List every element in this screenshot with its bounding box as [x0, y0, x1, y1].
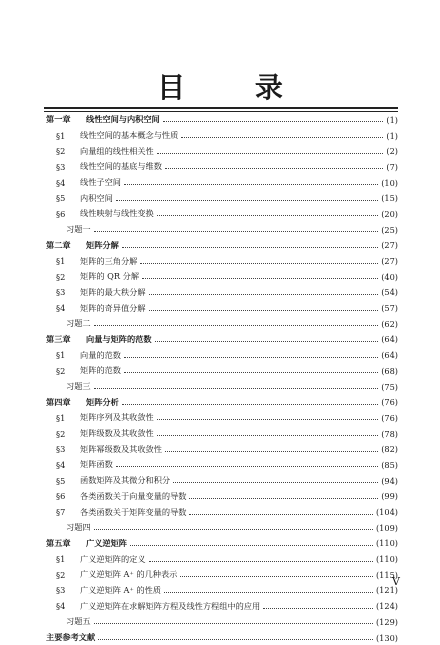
toc-entry-number: §5	[56, 193, 66, 204]
toc-entry-page: (109)	[375, 522, 398, 533]
toc-entry-number: §1	[56, 256, 66, 267]
toc-entry-label	[46, 381, 91, 392]
dot-leader	[263, 608, 373, 609]
toc-entry-label	[46, 161, 162, 172]
toc-entry-number: §1	[56, 350, 66, 361]
toc-entry-title: 习题三	[66, 381, 91, 392]
dot-leader	[94, 623, 373, 624]
toc-entry-label	[46, 287, 146, 298]
toc-entry-label	[46, 224, 91, 235]
toc-entry-exercise	[46, 316, 398, 332]
dot-leader	[94, 388, 379, 389]
toc-entry-title: 习题五	[66, 616, 91, 627]
toc-entry-page: (64)	[381, 334, 398, 345]
toc-entry-number: §2	[56, 428, 66, 439]
toc-entry-page: (129)	[375, 616, 398, 627]
toc-entry-title: 向量的范数	[80, 349, 121, 360]
toc-entry-number: §3	[56, 287, 66, 298]
dot-leader	[124, 357, 378, 358]
title-rule-thick	[44, 107, 398, 109]
toc-entry-section	[46, 285, 398, 301]
toc-entry-title: 矩阵分解	[86, 239, 119, 250]
toc-entry-number: §3	[56, 444, 66, 455]
toc-entry-label	[46, 334, 152, 345]
table-of-contents	[46, 112, 398, 645]
toc-entry-label	[46, 193, 113, 204]
toc-entry-title: 广义逆矩阵的定义	[80, 553, 146, 564]
toc-entry-chapter	[46, 332, 398, 348]
toc-entry-label	[46, 271, 139, 282]
toc-entry-title: 矩阵幂级数及其收敛性	[80, 443, 162, 454]
toc-entry-number: §1	[56, 130, 66, 141]
toc-entry-page: (15)	[381, 193, 398, 204]
toc-entry-page: (54)	[381, 287, 398, 298]
toc-entry-label	[46, 601, 260, 612]
dot-leader	[124, 372, 378, 373]
page-folio: V	[392, 575, 400, 588]
toc-entry-bib	[46, 630, 398, 645]
toc-entry-label	[46, 491, 186, 502]
toc-entry-number: §4	[56, 459, 66, 470]
toc-entry-title: 矩阵分析	[86, 396, 119, 407]
toc-entry-section	[46, 567, 398, 583]
toc-entry-title: 广义逆矩阵	[86, 537, 127, 548]
toc-entry-section	[46, 159, 398, 175]
dot-leader	[140, 263, 378, 264]
toc-entry-section	[46, 598, 398, 614]
toc-entry-number: 第二章	[46, 239, 71, 250]
page-title: 目 录	[157, 71, 313, 104]
toc-entry-label	[46, 616, 91, 627]
toc-entry-title: 广义逆矩阵 A⁺ 的几种表示	[80, 569, 178, 580]
toc-entry-section	[46, 206, 398, 222]
toc-entry-page: (64)	[381, 350, 398, 361]
toc-entry-label	[46, 256, 137, 267]
toc-entry-number: §5	[56, 475, 66, 486]
toc-entry-exercise	[46, 520, 398, 536]
toc-entry-section	[46, 190, 398, 206]
toc-entry-number: 第四章	[46, 396, 71, 407]
dot-leader	[164, 592, 373, 593]
toc-entry-number: §3	[56, 585, 66, 596]
dot-leader	[142, 278, 378, 279]
toc-entry-number: §2	[56, 146, 66, 157]
toc-entry-label	[46, 397, 119, 408]
toc-entry-chapter	[46, 536, 398, 552]
toc-entry-section	[46, 551, 398, 567]
dot-leader	[189, 514, 373, 515]
toc-entry-title: 向量与矩阵的范数	[86, 333, 152, 344]
toc-entry-page: (1)	[386, 114, 398, 125]
toc-entry-label	[46, 318, 91, 329]
dot-leader	[149, 294, 379, 295]
toc-entry-page: (10)	[381, 177, 398, 188]
toc-entry-page: (110)	[375, 554, 398, 565]
toc-entry-label	[46, 444, 162, 455]
toc-entry-exercise	[46, 222, 398, 238]
toc-entry-section	[46, 489, 398, 505]
dot-leader	[149, 561, 373, 562]
toc-entry-title: 广义逆矩阵 A⁺ 的性质	[80, 584, 161, 595]
toc-entry-section	[46, 504, 398, 520]
dot-leader	[124, 184, 378, 185]
toc-entry-page: (99)	[381, 491, 398, 502]
toc-entry-label	[46, 522, 91, 533]
toc-entry-number: §7	[56, 507, 66, 518]
toc-entry-page: (2)	[386, 146, 398, 157]
toc-entry-label	[46, 569, 177, 580]
toc-entry-label	[46, 554, 146, 565]
dot-leader	[163, 121, 384, 122]
dot-leader	[130, 545, 373, 546]
toc-entry-section	[46, 128, 398, 144]
toc-entry-page: (20)	[381, 208, 398, 219]
toc-entry-number: §3	[56, 161, 66, 172]
toc-entry-label	[46, 412, 154, 423]
toc-entry-title: 矩阵的范数	[80, 365, 121, 376]
toc-entry-number: 第五章	[46, 537, 71, 548]
toc-entry-section	[46, 363, 398, 379]
toc-entry-title: 矩阵的奇异值分解	[80, 302, 146, 313]
dot-leader	[98, 639, 373, 640]
toc-entry-section	[46, 583, 398, 599]
dot-leader	[94, 231, 379, 232]
toc-entry-number: §4	[56, 177, 66, 188]
toc-entry-page: (40)	[381, 271, 398, 282]
toc-entry-page: (104)	[375, 507, 398, 518]
toc-entry-title: 习题四	[66, 522, 91, 533]
toc-entry-title: 矩阵序列及其收敛性	[80, 412, 154, 423]
toc-entry-section	[46, 441, 398, 457]
toc-entry-title: 矩阵级数及其收敛性	[80, 428, 154, 439]
toc-entry-page: (25)	[381, 224, 398, 235]
toc-entry-section	[46, 269, 398, 285]
toc-entry-number: §2	[56, 271, 66, 282]
toc-entry-title: 矩阵函数	[80, 459, 113, 470]
toc-entry-label	[46, 585, 161, 596]
toc-entry-title: 内积空间	[80, 192, 113, 203]
toc-entry-number: §6	[56, 491, 66, 502]
toc-entry-page: (76)	[381, 412, 398, 423]
toc-entry-label	[46, 428, 154, 439]
toc-entry-title: 各类函数关于向量变量的导数	[80, 490, 187, 501]
toc-entry-page: (62)	[381, 318, 398, 329]
toc-entry-label	[46, 632, 95, 643]
toc-entry-label	[46, 475, 170, 486]
dot-leader	[116, 200, 378, 201]
dot-leader	[155, 341, 379, 342]
toc-entry-number: 第三章	[46, 333, 71, 344]
toc-entry-page: (121)	[375, 585, 398, 596]
toc-entry-section	[46, 143, 398, 159]
toc-entry-label	[46, 130, 178, 141]
toc-entry-chapter	[46, 394, 398, 410]
toc-entry-page: (115)	[375, 569, 398, 580]
dot-leader	[94, 529, 373, 530]
toc-entry-page: (130)	[375, 632, 398, 643]
toc-entry-title: 矩阵的三角分解	[80, 255, 138, 266]
toc-entry-chapter	[46, 238, 398, 254]
dot-leader	[165, 451, 378, 452]
toc-entry-title: 函数矩阵及其微分和积分	[80, 475, 171, 486]
dot-leader	[122, 404, 378, 405]
toc-entry-title: 矩阵的 QR 分解	[80, 271, 140, 282]
dot-leader	[157, 215, 378, 216]
toc-entry-title: 主要参考文献	[46, 632, 96, 643]
dot-leader	[181, 137, 383, 138]
dot-leader	[165, 168, 384, 169]
toc-entry-label	[46, 459, 113, 470]
toc-entry-label	[46, 538, 127, 549]
toc-entry-section	[46, 473, 398, 489]
toc-entry-page: (57)	[381, 303, 398, 314]
toc-entry-title: 线性空间的基底与维数	[80, 161, 162, 172]
toc-entry-section	[46, 410, 398, 426]
toc-entry-section	[46, 175, 398, 191]
toc-entry-number: §4	[56, 601, 66, 612]
dot-leader	[94, 325, 379, 326]
toc-entry-page: (78)	[381, 428, 398, 439]
toc-entry-number: 第一章	[46, 114, 71, 125]
dot-leader	[157, 419, 378, 420]
toc-entry-exercise	[46, 379, 398, 395]
toc-entry-exercise	[46, 614, 398, 630]
dot-leader	[149, 310, 379, 311]
toc-entry-title: 线性子空间	[80, 177, 121, 188]
dot-leader	[157, 435, 378, 436]
toc-entry-page: (27)	[381, 256, 398, 267]
dot-leader	[189, 498, 378, 499]
toc-entry-section	[46, 457, 398, 473]
toc-entry-label	[46, 303, 146, 314]
toc-entry-label	[46, 365, 121, 376]
toc-entry-page: (1)	[386, 130, 398, 141]
toc-entry-label	[46, 240, 119, 251]
toc-entry-title: 线性空间与内积空间	[86, 114, 160, 125]
dot-leader	[157, 153, 384, 154]
toc-entry-section	[46, 347, 398, 363]
toc-entry-page: (110)	[375, 538, 398, 549]
toc-entry-label	[46, 114, 160, 125]
toc-entry-title: 线性空间的基本概念与性质	[80, 130, 179, 141]
toc-entry-page: (76)	[381, 397, 398, 408]
toc-entry-title: 习题一	[66, 224, 91, 235]
toc-entry-title: 广义逆矩阵在求解矩阵方程及线性方程组中的应用	[80, 600, 261, 611]
toc-entry-chapter	[46, 112, 398, 128]
toc-entry-title: 向量组的线性相关性	[80, 145, 154, 156]
dot-leader	[173, 482, 378, 483]
dot-leader	[180, 576, 373, 577]
toc-entry-page: (82)	[381, 444, 398, 455]
toc-entry-number: §4	[56, 303, 66, 314]
toc-entry-page: (68)	[381, 365, 398, 376]
toc-entry-page: (85)	[381, 459, 398, 470]
toc-entry-section	[46, 426, 398, 442]
toc-entry-title: 各类函数关于矩阵变量的导数	[80, 506, 187, 517]
toc-entry-page: (27)	[381, 240, 398, 251]
toc-entry-page: (94)	[381, 475, 398, 486]
dot-leader	[116, 466, 378, 467]
toc-entry-label	[46, 177, 121, 188]
toc-entry-page: (7)	[386, 161, 398, 172]
toc-entry-label	[46, 350, 121, 361]
toc-entry-number: §6	[56, 208, 66, 219]
toc-entry-number: §2	[56, 365, 66, 376]
toc-entry-number: §1	[56, 412, 66, 423]
toc-entry-section	[46, 253, 398, 269]
toc-entry-label	[46, 146, 154, 157]
toc-entry-number: §2	[56, 569, 66, 580]
toc-entry-label	[46, 507, 186, 518]
dot-leader	[122, 247, 378, 248]
toc-entry-number: §1	[56, 554, 66, 565]
toc-entry-page: (75)	[381, 381, 398, 392]
toc-entry-title: 习题二	[66, 318, 91, 329]
toc-entry-page: (124)	[375, 601, 398, 612]
toc-entry-label	[46, 208, 154, 219]
toc-entry-title: 矩阵的最大秩分解	[80, 286, 146, 297]
toc-entry-section	[46, 300, 398, 316]
toc-entry-title: 线性映射与线性变换	[80, 208, 154, 219]
